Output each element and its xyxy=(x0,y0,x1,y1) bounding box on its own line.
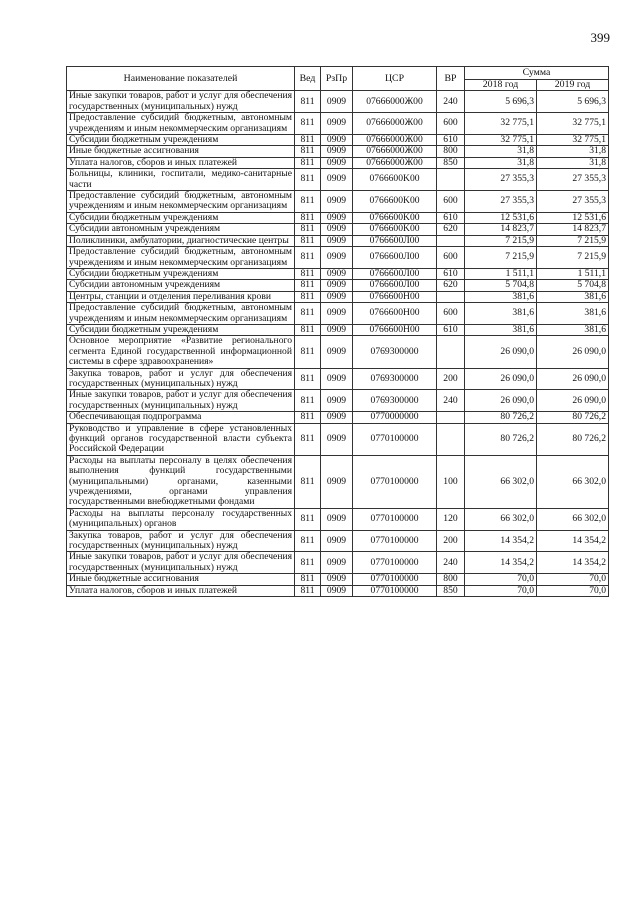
cell-2018: 12 531,6 xyxy=(465,212,537,223)
cell-vr: 610 xyxy=(437,212,465,223)
cell-2018: 381,6 xyxy=(465,303,537,325)
cell-rzpr: 0909 xyxy=(321,113,353,135)
cell-2018: 381,6 xyxy=(465,324,537,335)
cell-rzpr: 0909 xyxy=(321,423,353,455)
cell-2019: 12 531,6 xyxy=(537,212,609,223)
cell-ved: 811 xyxy=(295,146,321,157)
cell-2019: 70,0 xyxy=(537,574,609,585)
cell-name: Уплата налогов, сборов и иных платежей xyxy=(67,585,295,596)
cell-2018: 26 090,0 xyxy=(465,390,537,412)
cell-rzpr: 0909 xyxy=(321,212,353,223)
table-row xyxy=(67,135,609,146)
cell-2018: 31,8 xyxy=(465,146,537,157)
cell-2018: 14 354,2 xyxy=(465,530,537,552)
cell-ved: 811 xyxy=(295,455,321,508)
cell-rzpr: 0909 xyxy=(321,390,353,412)
cell-rzpr: 0909 xyxy=(321,552,353,574)
cell-csr: 0769300000 xyxy=(353,368,437,390)
cell-csr: 0769300000 xyxy=(353,336,437,368)
cell-ved: 811 xyxy=(295,336,321,368)
cell-2019: 5 696,3 xyxy=(537,91,609,113)
cell-2019: 80 726,2 xyxy=(537,412,609,423)
cell-ved: 811 xyxy=(295,169,321,191)
cell-name: Иные бюджетные ассигнования xyxy=(67,574,295,585)
cell-2018: 70,0 xyxy=(465,574,537,585)
cell-2019: 381,6 xyxy=(537,291,609,302)
table-row xyxy=(67,113,609,135)
cell-vr: 100 xyxy=(437,455,465,508)
table-row xyxy=(67,508,609,530)
cell-2018: 14 823,7 xyxy=(465,224,537,235)
table-row xyxy=(67,191,609,213)
cell-vr xyxy=(437,291,465,302)
cell-2019: 31,8 xyxy=(537,146,609,157)
table-row xyxy=(67,585,609,596)
cell-name: Поликлиники, амбулатории, диагностические центры xyxy=(67,235,295,246)
cell-csr: 0770100000 xyxy=(353,423,437,455)
cell-name: Центры, станции и отделения переливания крови xyxy=(67,291,295,302)
cell-csr: 07666000Ж00 xyxy=(353,146,437,157)
cell-vr: 240 xyxy=(437,552,465,574)
cell-2019: 7 215,9 xyxy=(537,235,609,246)
cell-ved: 811 xyxy=(295,291,321,302)
table-row xyxy=(67,455,609,508)
cell-vr xyxy=(437,336,465,368)
cell-2018: 14 354,2 xyxy=(465,552,537,574)
cell-2019: 7 215,9 xyxy=(537,247,609,269)
cell-rzpr: 0909 xyxy=(321,91,353,113)
cell-csr: 0770100000 xyxy=(353,530,437,552)
cell-2019: 27 355,3 xyxy=(537,191,609,213)
cell-name: Закупка товаров, работ и услуг для обеспечения государственных (муниципальных) нужд xyxy=(67,368,295,390)
cell-2018: 5 704,8 xyxy=(465,280,537,291)
cell-rzpr: 0909 xyxy=(321,280,353,291)
table-row xyxy=(67,91,609,113)
cell-rzpr: 0909 xyxy=(321,235,353,246)
cell-2019: 14 354,2 xyxy=(537,530,609,552)
cell-2018: 27 355,3 xyxy=(465,191,537,213)
cell-name: Иные закупки товаров, работ и услуг для обеспечения государственных (муниципальных) нужд xyxy=(67,390,295,412)
cell-rzpr: 0909 xyxy=(321,530,353,552)
table-row xyxy=(67,368,609,390)
cell-vr: 620 xyxy=(437,280,465,291)
cell-rzpr: 0909 xyxy=(321,368,353,390)
cell-vr: 240 xyxy=(437,91,465,113)
cell-2018: 1 511,1 xyxy=(465,268,537,279)
table-row xyxy=(67,268,609,279)
cell-csr: 0766600Л00 xyxy=(353,268,437,279)
cell-csr: 0766600K00 xyxy=(353,212,437,223)
cell-csr: 0766600H00 xyxy=(353,303,437,325)
cell-rzpr: 0909 xyxy=(321,324,353,335)
cell-2019: 26 090,0 xyxy=(537,390,609,412)
cell-2018: 66 302,0 xyxy=(465,455,537,508)
cell-2019: 66 302,0 xyxy=(537,508,609,530)
cell-csr: 07666000Ж00 xyxy=(353,157,437,168)
cell-vr xyxy=(437,169,465,191)
cell-vr: 610 xyxy=(437,324,465,335)
cell-name: Предоставление субсидий бюджетным, автономным учреждениям и иным некоммерческим организациям xyxy=(67,113,295,135)
cell-ved: 811 xyxy=(295,157,321,168)
header-ved: Вед xyxy=(295,67,321,91)
cell-ved: 811 xyxy=(295,324,321,335)
cell-rzpr: 0909 xyxy=(321,135,353,146)
table-row xyxy=(67,169,609,191)
cell-rzpr: 0909 xyxy=(321,157,353,168)
cell-2018: 66 302,0 xyxy=(465,508,537,530)
cell-csr: 0766600Л00 xyxy=(353,280,437,291)
cell-2018: 7 215,9 xyxy=(465,247,537,269)
cell-2019: 80 726,2 xyxy=(537,423,609,455)
cell-vr: 200 xyxy=(437,368,465,390)
cell-ved: 811 xyxy=(295,212,321,223)
cell-csr: 0766600H00 xyxy=(353,324,437,335)
cell-2019: 5 704,8 xyxy=(537,280,609,291)
cell-2019: 70,0 xyxy=(537,585,609,596)
table-row xyxy=(67,224,609,235)
cell-ved: 811 xyxy=(295,135,321,146)
cell-vr: 600 xyxy=(437,303,465,325)
cell-csr: 0770100000 xyxy=(353,508,437,530)
cell-ved: 811 xyxy=(295,113,321,135)
cell-vr: 200 xyxy=(437,530,465,552)
cell-name: Уплата налогов, сборов и иных платежей xyxy=(67,157,295,168)
header-rzpr: РзПр xyxy=(321,67,353,91)
cell-ved: 811 xyxy=(295,530,321,552)
cell-ved: 811 xyxy=(295,247,321,269)
cell-vr: 800 xyxy=(437,574,465,585)
cell-rzpr: 0909 xyxy=(321,268,353,279)
table-row xyxy=(67,303,609,325)
cell-2019: 14 354,2 xyxy=(537,552,609,574)
cell-vr: 620 xyxy=(437,224,465,235)
header-year-2018: 2018 год xyxy=(465,80,537,91)
cell-name: Субсидии бюджетным учреждениям xyxy=(67,268,295,279)
cell-2018: 7 215,9 xyxy=(465,235,537,246)
table-row xyxy=(67,574,609,585)
cell-vr xyxy=(437,235,465,246)
table-row xyxy=(67,530,609,552)
table-body xyxy=(67,91,609,597)
cell-name: Закупка товаров, работ и услуг для обеспечения государственных (муниципальных) нужд xyxy=(67,530,295,552)
table-row xyxy=(67,247,609,269)
cell-2018: 381,6 xyxy=(465,291,537,302)
cell-2019: 27 355,3 xyxy=(537,169,609,191)
cell-rzpr: 0909 xyxy=(321,291,353,302)
table-row xyxy=(67,412,609,423)
cell-2018: 27 355,3 xyxy=(465,169,537,191)
cell-rzpr: 0909 xyxy=(321,224,353,235)
cell-ved: 811 xyxy=(295,268,321,279)
table-row xyxy=(67,212,609,223)
cell-name: Субсидии бюджетным учреждениям xyxy=(67,212,295,223)
cell-ved: 811 xyxy=(295,585,321,596)
cell-ved: 811 xyxy=(295,508,321,530)
header-name: Наименование показателей xyxy=(67,67,295,91)
cell-name: Обеспечивающая подпрограмма xyxy=(67,412,295,423)
cell-rzpr: 0909 xyxy=(321,169,353,191)
header-sum: Сумма xyxy=(465,67,609,80)
cell-vr: 610 xyxy=(437,268,465,279)
header-csr: ЦСР xyxy=(353,67,437,91)
cell-ved: 811 xyxy=(295,368,321,390)
cell-vr xyxy=(437,423,465,455)
cell-2019: 31,8 xyxy=(537,157,609,168)
cell-name: Расходы на выплаты персоналу государственных (муниципальных) органов xyxy=(67,508,295,530)
cell-name: Субсидии автономным учреждениям xyxy=(67,224,295,235)
table-row xyxy=(67,235,609,246)
cell-csr: 0770100000 xyxy=(353,552,437,574)
cell-rzpr: 0909 xyxy=(321,585,353,596)
cell-rzpr: 0909 xyxy=(321,191,353,213)
cell-ved: 811 xyxy=(295,235,321,246)
cell-vr: 600 xyxy=(437,247,465,269)
cell-csr: 0766600Л00 xyxy=(353,247,437,269)
cell-vr: 850 xyxy=(437,157,465,168)
cell-rzpr: 0909 xyxy=(321,247,353,269)
header-vr: ВР xyxy=(437,67,465,91)
budget-table xyxy=(66,66,609,597)
cell-2019: 14 823,7 xyxy=(537,224,609,235)
cell-rzpr: 0909 xyxy=(321,508,353,530)
cell-vr: 610 xyxy=(437,135,465,146)
cell-name: Иные бюджетные ассигнования xyxy=(67,146,295,157)
cell-vr: 120 xyxy=(437,508,465,530)
cell-csr: 0770100000 xyxy=(353,574,437,585)
cell-2018: 32 775,1 xyxy=(465,135,537,146)
table-row xyxy=(67,291,609,302)
cell-csr: 0766600K00 xyxy=(353,224,437,235)
cell-name: Предоставление субсидий бюджетным, автономным учреждениям и иным некоммерческим организациям xyxy=(67,191,295,213)
cell-csr: 0770100000 xyxy=(353,585,437,596)
table-row xyxy=(67,423,609,455)
cell-ved: 811 xyxy=(295,280,321,291)
cell-2019: 32 775,1 xyxy=(537,113,609,135)
cell-vr: 600 xyxy=(437,191,465,213)
cell-csr: 0770100000 xyxy=(353,455,437,508)
cell-csr: 07666000Ж00 xyxy=(353,135,437,146)
cell-vr xyxy=(437,412,465,423)
cell-name: Субсидии бюджетным учреждениям xyxy=(67,324,295,335)
cell-name: Иные закупки товаров, работ и услуг для обеспечения государственных (муниципальных) нужд xyxy=(67,91,295,113)
cell-vr: 240 xyxy=(437,390,465,412)
cell-2019: 26 090,0 xyxy=(537,368,609,390)
cell-ved: 811 xyxy=(295,224,321,235)
table-row xyxy=(67,552,609,574)
cell-2019: 381,6 xyxy=(537,303,609,325)
cell-name: Руководство и управление в сфере установленных функций органов государственной власти субъекта Российской Федерации xyxy=(67,423,295,455)
cell-2018: 80 726,2 xyxy=(465,423,537,455)
header-year-2019: 2019 год xyxy=(537,80,609,91)
cell-rzpr: 0909 xyxy=(321,146,353,157)
cell-2018: 80 726,2 xyxy=(465,412,537,423)
cell-rzpr: 0909 xyxy=(321,412,353,423)
cell-2018: 31,8 xyxy=(465,157,537,168)
cell-name: Субсидии автономным учреждениям xyxy=(67,280,295,291)
cell-2019: 1 511,1 xyxy=(537,268,609,279)
cell-ved: 811 xyxy=(295,574,321,585)
cell-csr: 0769300000 xyxy=(353,390,437,412)
cell-csr: 0766600K00 xyxy=(353,169,437,191)
cell-csr: 07666000Ж00 xyxy=(353,113,437,135)
table-row xyxy=(67,336,609,368)
cell-2019: 32 775,1 xyxy=(537,135,609,146)
page-number: 399 xyxy=(590,30,610,45)
cell-2019: 26 090,0 xyxy=(537,336,609,368)
cell-name: Больницы, клиники, госпитали, медико-санитарные части xyxy=(67,169,295,191)
cell-vr: 800 xyxy=(437,146,465,157)
cell-2018: 70,0 xyxy=(465,585,537,596)
cell-rzpr: 0909 xyxy=(321,303,353,325)
cell-ved: 811 xyxy=(295,423,321,455)
cell-ved: 811 xyxy=(295,412,321,423)
cell-name: Предоставление субсидий бюджетным, автономным учреждениям и иным некоммерческим организациям xyxy=(67,247,295,269)
cell-ved: 811 xyxy=(295,303,321,325)
table-row xyxy=(67,280,609,291)
cell-ved: 811 xyxy=(295,390,321,412)
cell-vr: 850 xyxy=(437,585,465,596)
cell-2019: 66 302,0 xyxy=(537,455,609,508)
table-row xyxy=(67,146,609,157)
cell-ved: 811 xyxy=(295,191,321,213)
cell-2018: 26 090,0 xyxy=(465,336,537,368)
cell-csr: 0766600K00 xyxy=(353,191,437,213)
table-row xyxy=(67,390,609,412)
cell-name: Иные закупки товаров, работ и услуг для обеспечения государственных (муниципальных) нужд xyxy=(67,552,295,574)
cell-csr: 0770000000 xyxy=(353,412,437,423)
cell-2018: 32 775,1 xyxy=(465,113,537,135)
cell-rzpr: 0909 xyxy=(321,455,353,508)
cell-ved: 811 xyxy=(295,552,321,574)
cell-rzpr: 0909 xyxy=(321,574,353,585)
cell-name: Предоставление субсидий бюджетным, автономным учреждениям и иным некоммерческим организациям xyxy=(67,303,295,325)
cell-2019: 381,6 xyxy=(537,324,609,335)
cell-ved: 811 xyxy=(295,91,321,113)
cell-name: Расходы на выплаты персоналу в целях обеспечения выполнения функций государственными (муниципальными) органами, казенными учреждениями, органами управления государственными внебюджетными фондами xyxy=(67,455,295,508)
cell-csr: 07666000Ж00 xyxy=(353,91,437,113)
table-row xyxy=(67,157,609,168)
cell-csr: 0766600H00 xyxy=(353,291,437,302)
cell-2018: 26 090,0 xyxy=(465,368,537,390)
cell-rzpr: 0909 xyxy=(321,336,353,368)
cell-vr: 600 xyxy=(437,113,465,135)
cell-name: Субсидии бюджетным учреждениям xyxy=(67,135,295,146)
table-row xyxy=(67,324,609,335)
cell-name: Основное мероприятие «Развитие регионального сегмента Единой государственной информационной системы в сфере здравоохранения» xyxy=(67,336,295,368)
cell-2018: 5 696,3 xyxy=(465,91,537,113)
cell-csr: 0766600Л00 xyxy=(353,235,437,246)
